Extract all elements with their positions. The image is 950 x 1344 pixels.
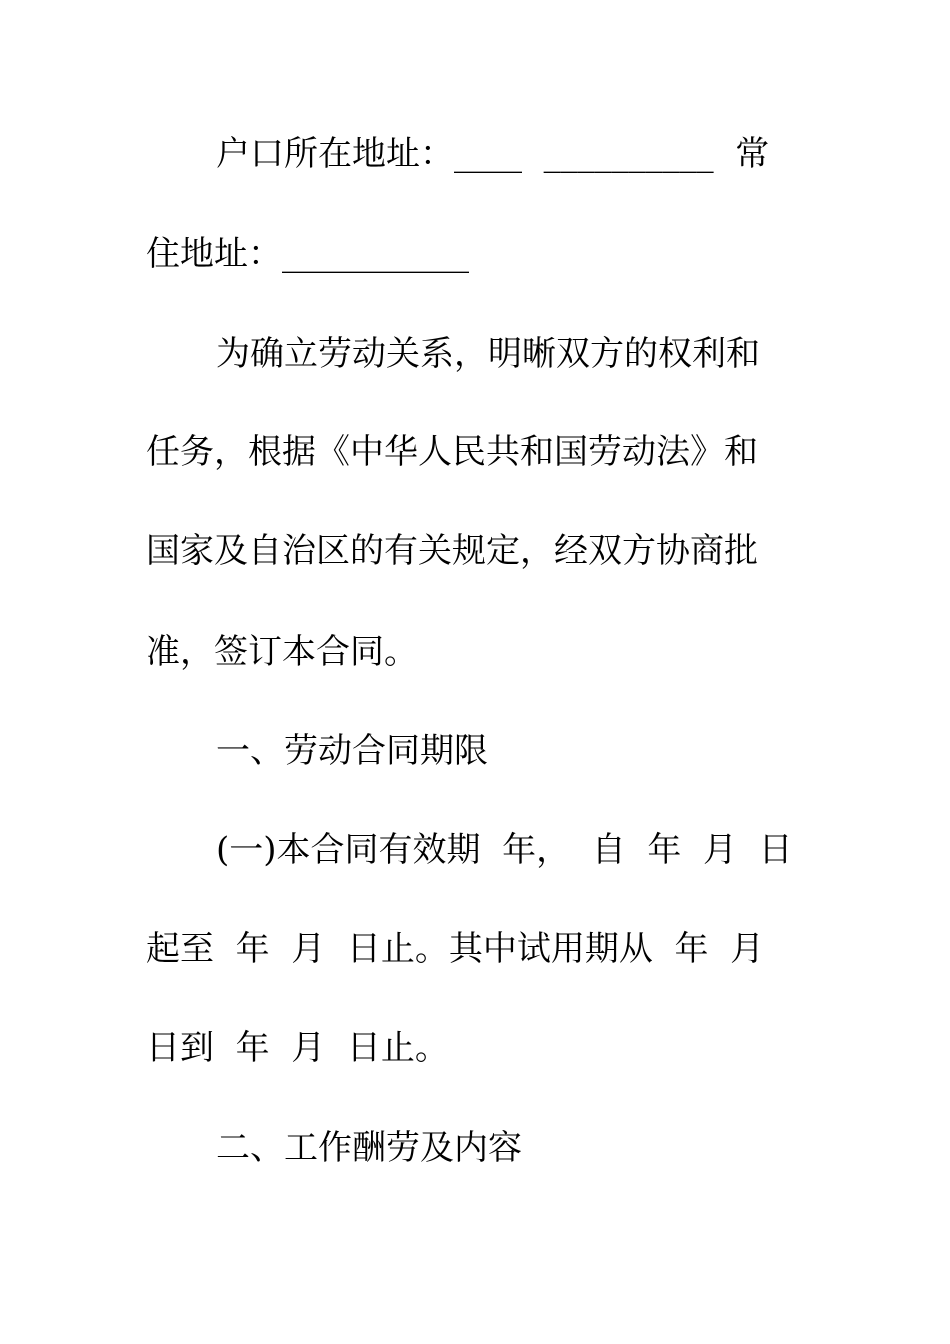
clause-1-line-2: 起至 年 月 日止。其中试用期从 年 月 [146, 929, 765, 969]
preamble-line-2: 任务，根据《中华人民共和国劳动法》和 [146, 432, 758, 472]
section-heading-2: 二、工作酬劳及内容 [216, 1128, 522, 1168]
residence-address-line: 住地址：___________ [146, 234, 469, 274]
clause-1-line-1: (一)本合同有效期 年， 自 年 月 日 [216, 830, 793, 870]
clause-1-line-3: 日到 年 月 日止。 [146, 1028, 449, 1068]
preamble-line-4: 准，签订本合同。 [146, 632, 418, 672]
preamble-line-1: 为确立劳动关系，明晰双方的权利和 [216, 334, 760, 374]
section-heading-1: 一、劳动合同期限 [216, 731, 488, 771]
preamble-line-3: 国家及自治区的有关规定，经双方协商批 [146, 531, 758, 571]
household-address-line: 户口所在地址：____ __________ 常 [216, 134, 770, 174]
